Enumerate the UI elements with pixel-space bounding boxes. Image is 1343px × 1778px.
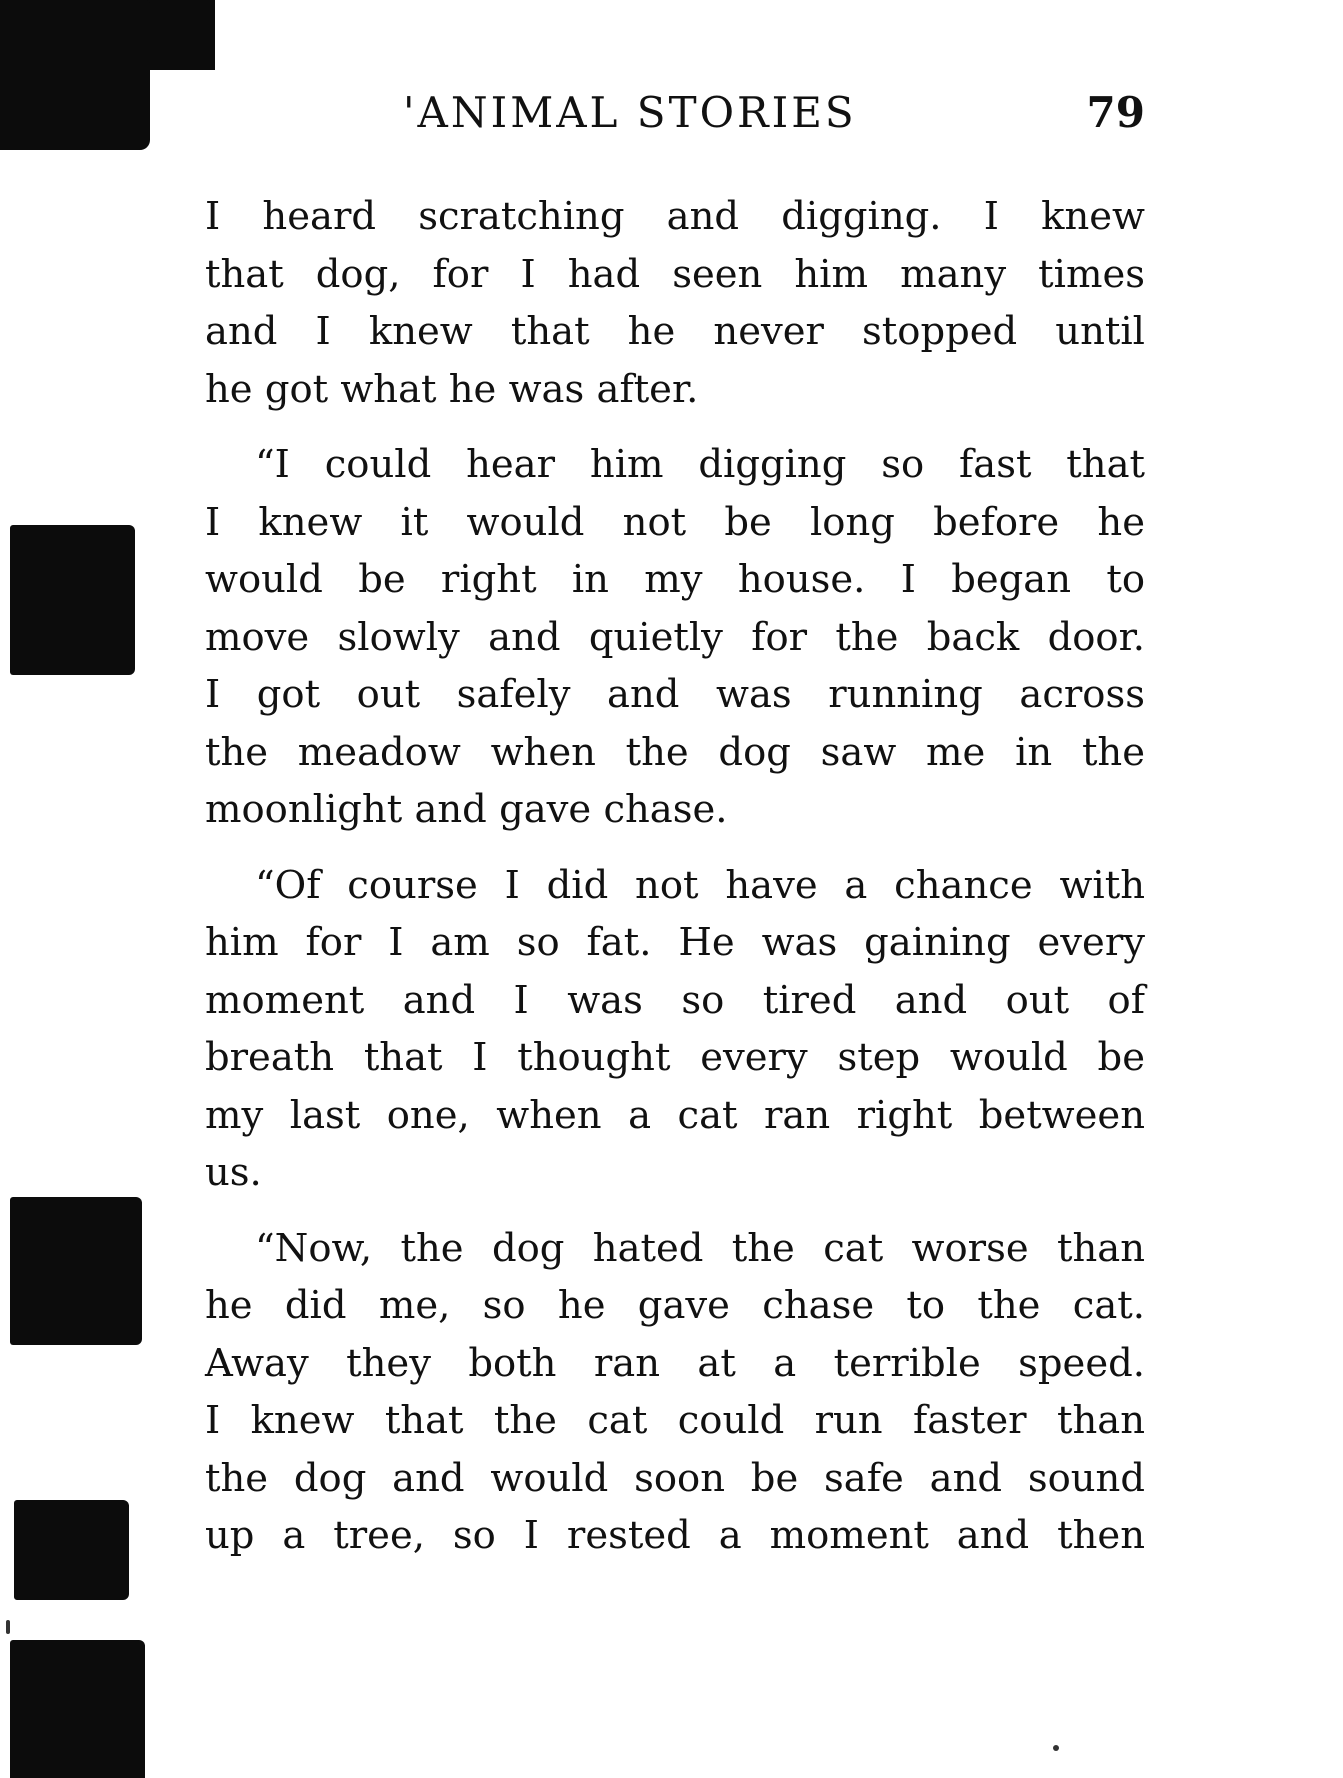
- scan-binding-mark-3: [14, 1500, 129, 1600]
- text-line: my last one, when a cat ran right between: [205, 1092, 1145, 1138]
- text-line: “Of course I did not have a chance with: [255, 862, 1145, 908]
- text-line: the meadow when the dog saw me in the: [205, 729, 1145, 775]
- text-line: “Now, the dog hated the cat worse than: [255, 1225, 1145, 1271]
- paragraph-1: [205, 188, 1145, 418]
- text-line: would be right in my house. I began to: [205, 557, 1145, 602]
- scan-binding-mark-2: [10, 1197, 142, 1345]
- text-line: him for I am so fat. He was gaining every: [205, 920, 1145, 965]
- text-line: the dog and would soon be safe and sound: [205, 1455, 1145, 1501]
- text-line: and I knew that he never stopped until: [205, 309, 1145, 354]
- text-line: I knew that the cat could run faster than: [205, 1398, 1145, 1443]
- scan-binding-mark-1: [10, 525, 135, 675]
- running-title: 'ANIMAL STORIES: [403, 88, 857, 137]
- text-line: move slowly and quietly for the back door.: [205, 614, 1145, 660]
- scan-binding-mark-4: [10, 1640, 145, 1778]
- text-line: “I could hear him digging so fast that: [255, 442, 1145, 487]
- text-line: moonlight and gave chase.: [205, 787, 728, 832]
- body-text: [205, 188, 1145, 1583]
- scan-speck: [1053, 1745, 1059, 1751]
- page-header: [205, 88, 1145, 148]
- paragraph-2: [205, 436, 1145, 839]
- text-line: I got out safely and was running across: [205, 672, 1145, 717]
- scan-binding-mark-top-left: [0, 0, 150, 150]
- text-line: he did me, so he gave chase to the cat.: [205, 1283, 1145, 1328]
- text-line: breath that I thought every step would be: [205, 1035, 1145, 1080]
- paragraph-3: [205, 857, 1145, 1202]
- text-line: us.: [205, 1150, 262, 1195]
- text-line: I heard scratching and digging. I knew: [205, 194, 1145, 239]
- page-number: 79: [1086, 88, 1145, 137]
- text-line: that dog, for I had seen him many times: [205, 251, 1145, 297]
- text-line: moment and I was so tired and out of: [205, 977, 1145, 1023]
- paragraph-4: [205, 1220, 1145, 1565]
- scan-speck: [6, 1620, 10, 1634]
- text-line: Away they both ran at a terrible speed.: [205, 1340, 1145, 1386]
- text-line: I knew it would not be long before he: [205, 499, 1145, 545]
- text-line: up a tree, so I rested a moment and then: [205, 1513, 1145, 1558]
- text-line: he got what he was after.: [205, 366, 699, 412]
